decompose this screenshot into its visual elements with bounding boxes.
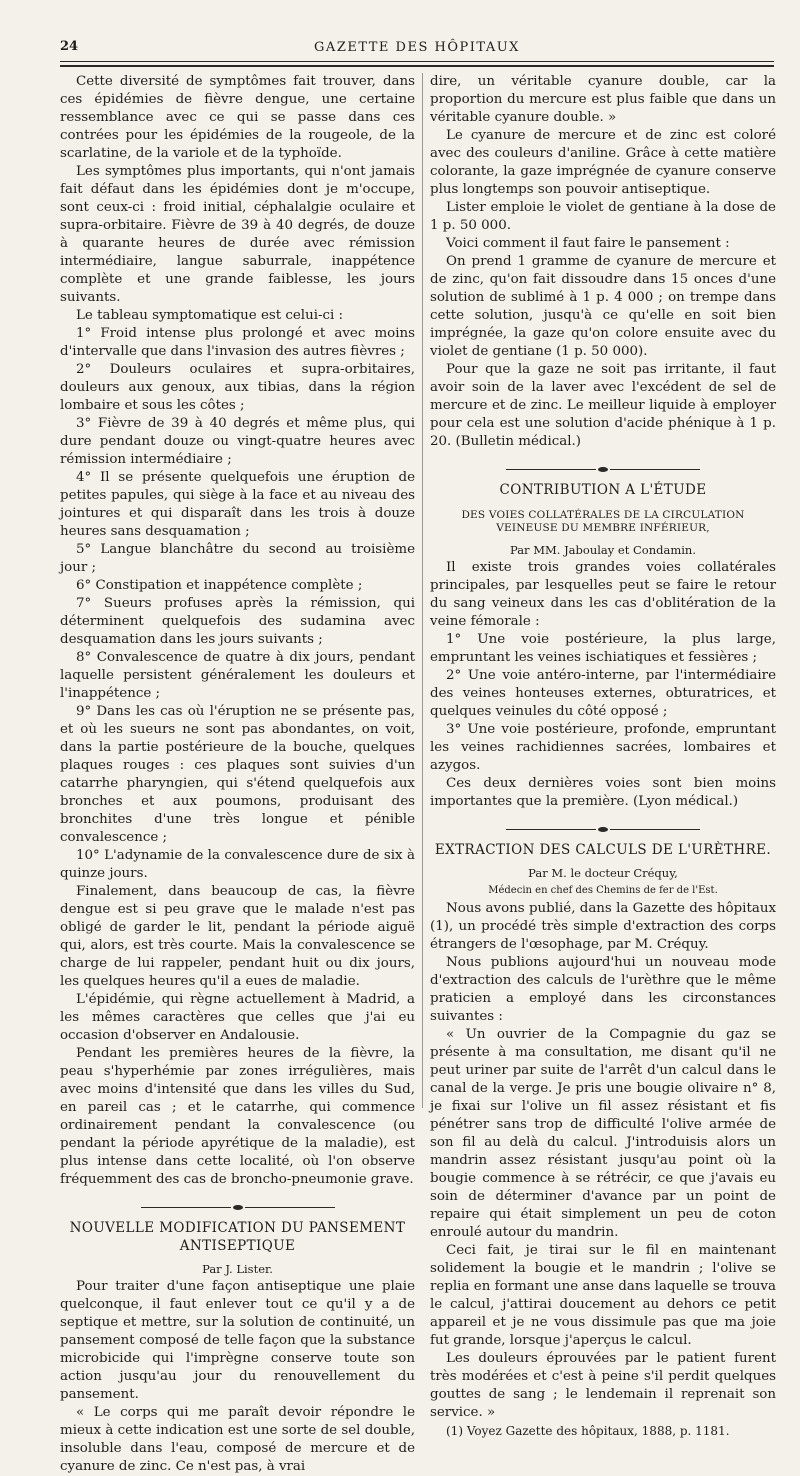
header-rule-thin xyxy=(60,61,774,62)
paragraph: Les douleurs éprouvées par le patient furent très modérées et c'est à peine s'il perdit quelques gouttes de sang ; le lendemain il reprenait son service. » xyxy=(430,1351,776,1420)
paragraph: 2° Douleurs oculaires et supra-orbitaires, douleurs aux genoux, aux tibias, dans la région lombaire et sous les côtes ; xyxy=(60,362,415,413)
paragraph: Cette diversité de symptômes fait trouver, dans ces épidémies de fièvre dengue, une certaine ressemblance avec ce qui se passe dans ces contrées pour les épidémies de la rougeole, de la scarlatine, de la variole et de la typhoïde. xyxy=(60,74,415,161)
section-ornament xyxy=(430,821,776,831)
paragraph: 9° Dans les cas où l'éruption ne se présente pas, et où les sueurs ne sont pas abondantes, on voit, dans la partie postérieure de la bouche, quelques plaques rouges : ces plaques sont suivies d'un catarrhe pharyngien, qui s'étend quelquefois aux bronches et aux poumons, produisant des bronchites d'une très longue et pénible convalescence ; xyxy=(60,704,415,845)
paragraph: On prend 1 gramme de cyanure de mercure et de zinc, qu'on fait dissoudre dans 15 onces d'une solution de sublimé à 1 p. 4 000 ; on trempe dans cette solution, jusqu'à ce qu'elle en soit bien imprégnée, la gaze qu'on colore ensuite avec du violet de gentiane (1 p. 50 000). xyxy=(430,254,776,359)
paragraph: Nous avons publié, dans la Gazette des hôpitaux (1), un procédé très simple d'extraction des corps étrangers de l'œsophage, par M. Créquy. xyxy=(430,901,776,952)
paragraph: 7° Sueurs profuses après la rémission, qui déterminent quelquefois des sudamina avec desquamation dans les jours suivants ; xyxy=(60,596,415,647)
paragraph: 8° Convalescence de quatre à dix jours, pendant laquelle persistent généralement les douleurs et l'inappétence ; xyxy=(60,650,415,701)
paragraph: Nous publions aujourd'hui un nouveau mode d'extraction des calculs de l'urèthre que le même praticien a employé dans les circonstances suivantes : xyxy=(430,955,776,1024)
paragraph: « Le corps qui me paraît devoir répondre le mieux à cette indication est une sorte de sel double, insoluble dans l'eau, composé de mercure et de cyanure de zinc. Ce n'est pas, à vrai xyxy=(60,1405,415,1474)
section-ornament xyxy=(430,461,776,471)
paragraph: 5° Langue blanchâtre du second au troisième jour ; xyxy=(60,542,415,575)
paragraph: Voici comment il faut faire le pansement : xyxy=(446,236,730,251)
paragraph: Ceci fait, je tirai sur le fil en maintenant solidement la bougie et le mandrin ; l'olive se replia en formant une anse dans laquelle se trouva le calcul, j'attirai doucement au dehors ce petit appareil et je ne vous dissimule pas que ma joie fut grande, lorsque j'aperçus le calcul. xyxy=(430,1243,776,1348)
paragraph: 4° Il se présente quelquefois une éruption de petites papules, qui siège à la face et au niveau des jointures et qui disparaît dans les trois à douze heures sans desquamation ; xyxy=(60,470,415,539)
running-title: GAZETTE DES HÔPITAUX xyxy=(314,40,520,55)
paragraph: Pour traiter d'une façon antiseptique une plaie quelconque, il faut enlever tout ce qu'il y a de septique et mettre, sur la solution de continuité, un pansement composé de telle façon que la substance microbicide qui l'imprègne conserve toute son action jusqu'au jour du renouvellement du pansement. xyxy=(60,1279,415,1402)
paragraph: Les symptômes plus importants, qui n'ont jamais fait défaut dans les épidémies dont je m'occupe, sont ceux-ci : froid initial, céphalalgie oculaire et supra-orbitaire. Fièvre de 39 à 40 degrés, de douze à quarante heures de durée avec rémission intermédiaire, langue saburrale, inappétence complète et une grande faiblesse, les jours suivants. xyxy=(60,164,415,305)
paragraph: Ces deux dernières voies sont bien moins importantes que la première. (Lyon médical.) xyxy=(430,776,776,809)
section-title: EXTRACTION DES CALCULS DE L'URÈTHRE. xyxy=(434,842,772,858)
paragraph: « Un ouvrier de la Compagnie du gaz se présente à ma consultation, me disant qu'il ne peut uriner par suite de l'arrêt d'un calcul dans le canal de la verge. Je pris une bougie olivaire n° 8, je fixai sur l'olive un fil assez résistant et fis pénétrer sans trop de difficulté l'olive armée de son fil au delà du calcul. J'introduisis alors un mandrin assez résistant jusqu'au point où la bougie commence à se rétrécir, ce que j'avais eu soin de déterminer d'avance par un point de repaire qui était simplement un peu de coton enroulé autour du mandrin. xyxy=(430,1027,776,1240)
section-author: Par MM. Jaboulay et Condamin. xyxy=(509,543,696,557)
paragraph: 3° Une voie postérieure, profonde, empruntant les veines rachidiennes sacrées, lombaires et azygos. xyxy=(430,722,776,773)
paragraph: Pour que la gaze ne soit pas irritante, il faut avoir soin de la laver avec l'excédent de sel de mercure et de zinc. Le meilleur liquide à employer pour cela est une solution d'acide phénique à 1 p. 20. (Bulletin médical.) xyxy=(430,362,776,449)
paragraph: Finalement, dans beaucoup de cas, la fièvre dengue est si peu grave que le malade n'est pas obligé de garder le lit, pendant la période aiguë qui, alors, est très courte. Mais la convalescence se charge de lui rappeler, pendant huit ou dix jours, les quelques heures qu'il a eues de maladie. xyxy=(60,884,415,989)
paragraph: 10° L'adynamie de la convalescence dure de six à quinze jours. xyxy=(60,848,415,881)
section-author-note: Médecin en chef des Chemins de fer de l'Est. xyxy=(488,885,718,896)
section-author: Par J. Lister. xyxy=(202,1262,273,1276)
paragraph: Le tableau symptomatique est celui-ci : xyxy=(76,308,344,323)
section-title: NOUVELLE MODIFICATION DU PANSEMENT ANTISEPTIQUE xyxy=(69,1220,406,1254)
paragraph: 2° Une voie antéro-interne, par l'intermédiaire des veines honteuses externes, obturatrices, et quelques veinules du côté opposé ; xyxy=(430,668,776,719)
paragraph: 6° Constipation et inappétence complète ; xyxy=(76,578,363,593)
section-ornament xyxy=(60,1199,415,1209)
paragraph: dire, un véritable cyanure double, car la proportion du mercure est plus faible que dans un véritable cyanure double. » xyxy=(430,74,776,125)
paragraph: Le cyanure de mercure et de zinc est coloré avec des couleurs d'aniline. Grâce à cette matière colorante, la gaze imprégnée de cyanure conserve plus longtemps son pouvoir antiseptique. xyxy=(430,128,776,197)
column-divider xyxy=(422,73,423,1108)
paragraph: Pendant les premières heures de la fièvre, la peau s'hyperhémie par zones irrégulières, mais avec moins d'intensité que dans les villes du Sud, en pareil cas ; et le catarrhe, qui commence ordinairement pendant la convalescence (ou pendant la période apyrétique de la maladie), est plus intense dans cette localité, où l'on observe fréquemment des cas de broncho-pneumonie grave. xyxy=(60,1046,415,1187)
page-header xyxy=(60,39,774,59)
right-column xyxy=(430,73,776,1440)
paragraph: 3° Fièvre de 39 à 40 degrés et même plus, qui dure pendant douze ou vingt-quatre heures avec rémission intermédiaire ; xyxy=(60,416,415,467)
paragraph: 1° Froid intense plus prolongé et avec moins d'intervalle que dans l'invasion des autres fièvres ; xyxy=(60,326,415,359)
header-rule-thick xyxy=(60,65,774,67)
section-subtitle: DES VOIES COLLATÉRALES DE LA CIRCULATION VEINEUSE DU MEMBRE INFÉRIEUR, xyxy=(461,509,745,534)
page-number: 24 xyxy=(60,39,79,54)
section-author: Par M. le docteur Créquy, xyxy=(528,866,678,880)
section-title: CONTRIBUTION A L'ÉTUDE xyxy=(499,482,707,498)
paragraph: L'épidémie, qui règne actuellement à Madrid, a les mêmes caractères que celles que j'ai eu occasion d'observer en Andalousie. xyxy=(60,992,415,1043)
paragraph: Il existe trois grandes voies collatérales principales, par lesquelles peut se faire le retour du sang veineux dans les cas d'oblitération de la veine fémorale : xyxy=(430,560,776,629)
paragraph: Lister emploie le violet de gentiane à la dose de 1 p. 50 000. xyxy=(430,200,776,233)
paragraph: 1° Une voie postérieure, la plus large, empruntant les veines ischiatiques et fessières ; xyxy=(430,632,776,665)
footnote: (1) Voyez Gazette des hôpitaux, 1888, p. 1181. xyxy=(446,1424,730,1438)
left-column xyxy=(60,73,415,1476)
